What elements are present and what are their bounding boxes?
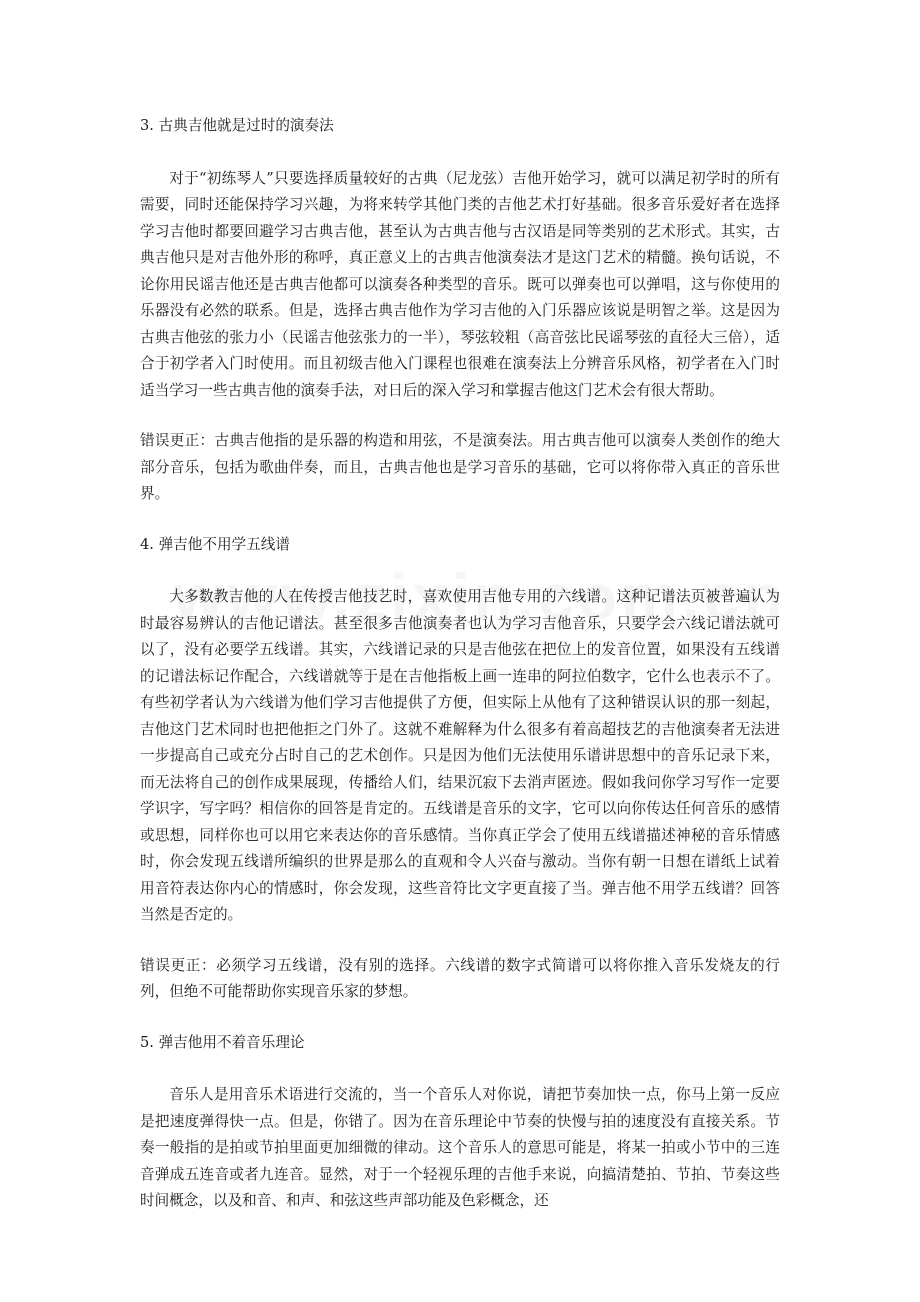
correction-note: 错误更正：必须学习五线谱，没有别的选择。六线谱的数字式简谱可以将你推入音乐发烧友的行列，但绝不可能帮助你实现音乐家的梦想。 <box>140 956 780 1000</box>
section-3 <box>140 113 780 508</box>
section-5 <box>140 1030 780 1215</box>
section-heading: 4. 弹吉他不用学五线谱 <box>140 535 290 553</box>
section-paragraph: 大多数教吉他的人在传授吉他技艺时，喜欢使用吉他专用的六线谱。这种记谱法页被普遍认为时最容易辨认的吉他记谱法。甚至很多吉他演奏者也认为学习吉他音乐，只要学会六线记谱法就可以了，没有必要学五线谱。其实，六线谱记录的只是吉他弦在把位上的发音位置，如果没有五线谱的记谱法标记作配合，六线谱就等于是在吉他指板上画一连串的阿拉伯数字，它什么也表示不了。有些初学者认为六线谱为他们学习吉他提供了方便，但实际上从他有了这种错误认识的那一刻起，吉他这门艺术同时也把他拒之门外了。这就不难解释为什么很多有着高超技艺的吉他演奏者无法进一步提高自己或充分占时自己的艺术创作。只是因为他们无法使用乐谱讲思想中的音乐记录下来，而无法将自己的创作成果展现，传播给人们，结果沉寂下去消声匿迹。假如我问你学习写作一定要学识字，写字吗？相信你的回答是肯定的。五线谱是音乐的文字，它可以向你传达任何音乐的感情或思想，同样你也可以用它来表达你的音乐感情。当你真正学会了使用五线谱描述神秘的音乐情感时，你会发现五线谱所编织的世界是那么的直观和令人兴奋与激动。当你有朝一日想在谱纸上试着用音符表达你内心的情感时，你会发现，这些音符比文字更直接了当。弹吉他不用学五线谱？回答当然是否定的。 <box>140 588 780 923</box>
document-body <box>140 113 780 1239</box>
section-paragraph: 音乐人是用音乐术语进行交流的，当一个音乐人对你说，请把节奏加快一点，你马上第一反应是把速度弹得快一点。但是，你错了。因为在音乐理论中节奏的快慢与拍的速度没有直接关系。节奏一般指的是拍或节拍里面更加细微的律动。这个音乐人的意思可能是，将某一拍或小节中的三连音弹成五连音或者九连音。显然，对于一个轻视乐理的吉他手来说，向搞清楚拍、节拍、节奏这些时间概念，以及和音、和声、和弦这些声部功能及色彩概念，还 <box>140 1086 780 1209</box>
section-heading: 5. 弹吉他用不着音乐理论 <box>140 1033 305 1051</box>
section-paragraph: 对于“初练琴人”只要选择质量较好的古典（尼龙弦）吉他开始学习，就可以满足初学时的所有需要，同时还能保持学习兴趣，为将来转学其他门类的吉他艺术打好基础。很多音乐爱好者在选择学习吉他时都要回避学习古典吉他，甚至认为古典吉他与古汉语是同等类别的艺术形式。其实，古典吉他只是对吉他外形的称呼，真正意义上的古典吉他演奏法才是这门艺术的精髓。换句话说，不论你用民谣吉他还是古典吉他都可以演奏各种类型的音乐。既可以弹奏也可以弹唱，这与你使用的乐器没有必然的联系。但是，选择古典吉他作为学习吉他的入门乐器应该说是明智之举。这是因为古典吉他弦的张力小（民谣吉他弦张力的一半），琴弦较粗（高音弦比民谣琴弦的直径大三倍），适合于初学者入门时使用。而且初级吉他入门课程也很难在演奏法上分辨音乐风格，初学者在入门时适当学习一些古典吉他的演奏手法，对日后的深入学习和掌握吉他这门艺术会有很大帮助。 <box>140 169 780 399</box>
section-heading: 3. 古典吉他就是过时的演奏法 <box>140 117 334 134</box>
correction-note: 错误更正：古典吉他指的是乐器的构造和用弦，不是演奏法。用古典吉他可以演奏人类创作的绝大部分音乐，包括为歌曲伴奏，而且，古典吉他也是学习音乐的基础，它可以将你带入真正的音乐世界。 <box>140 432 780 502</box>
section-4 <box>140 532 780 1006</box>
